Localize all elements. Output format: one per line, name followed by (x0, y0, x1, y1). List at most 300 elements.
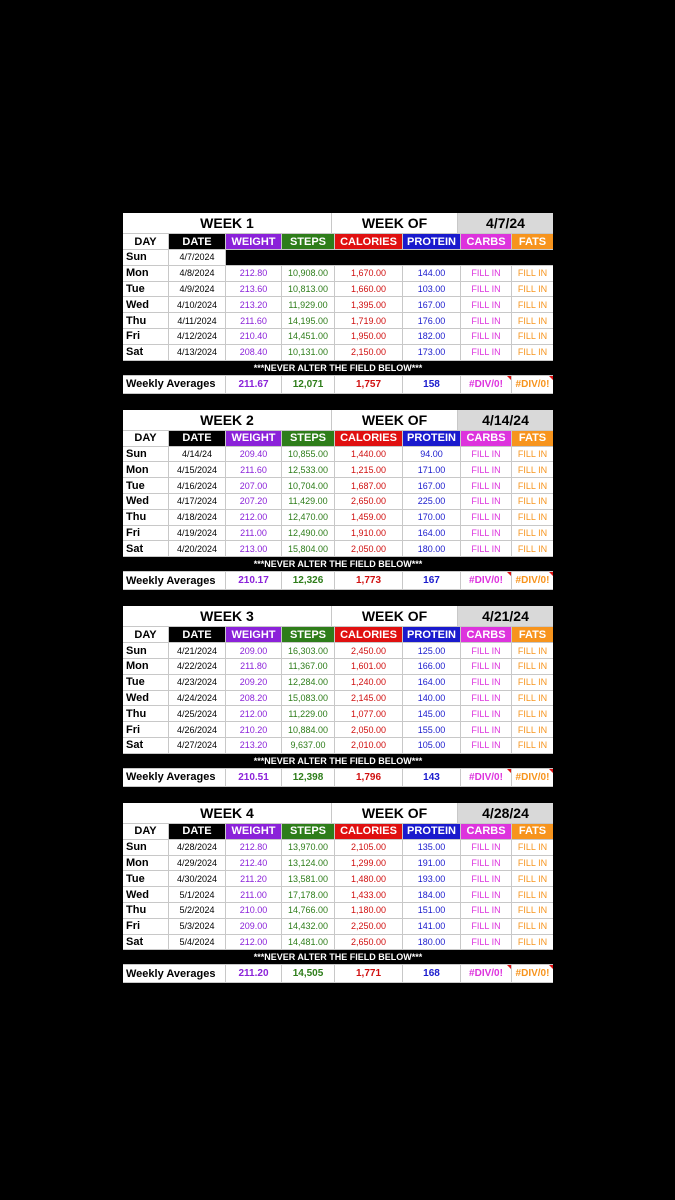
date-cell[interactable]: 4/30/2024 (169, 871, 226, 886)
calories-cell[interactable]: 1,950.00 (335, 329, 403, 344)
fats-cell[interactable]: FILL IN (517, 283, 548, 294)
date-cell[interactable]: 4/22/2024 (169, 659, 226, 674)
weight-cell[interactable]: 212.80 (226, 840, 282, 855)
protein-cell[interactable]: 173.00 (403, 345, 461, 360)
date-cell[interactable]: 4/8/2024 (169, 266, 226, 281)
date-cell[interactable]: 4/13/2024 (169, 345, 226, 360)
column-header-steps: STEPS (282, 627, 335, 642)
day-cell[interactable]: Fri (123, 919, 169, 934)
carbs-cell[interactable]: FILL IN (461, 706, 512, 721)
steps-cell[interactable]: 13,124.00 (282, 856, 335, 871)
protein-cell[interactable]: 180.00 (403, 935, 461, 950)
steps-cell[interactable]: 13,581.00 (282, 871, 335, 886)
steps-cell[interactable]: 11,367.00 (282, 659, 335, 674)
steps-cell[interactable]: 10,131.00 (282, 345, 335, 360)
carbs-cell[interactable]: FILL IN (461, 297, 512, 312)
protein-cell[interactable]: 191.00 (403, 856, 461, 871)
calories-cell[interactable]: 2,450.00 (335, 643, 403, 658)
day-cell[interactable]: Sun (123, 447, 169, 462)
column-header-weight: WEIGHT (226, 824, 282, 839)
calories-cell[interactable]: 1,480.00 (335, 871, 403, 886)
table-row (123, 526, 553, 542)
protein-cell[interactable]: 184.00 (403, 887, 461, 902)
fats-cell[interactable]: FILL IN (517, 905, 548, 916)
average-weight[interactable]: 211.20 (226, 965, 282, 982)
steps-cell[interactable]: 10,855.00 (282, 447, 335, 462)
carbs-cell[interactable]: FILL IN (461, 462, 512, 477)
weight-cell[interactable]: 211.60 (226, 462, 282, 477)
protein-cell[interactable]: 180.00 (403, 541, 461, 556)
weekly-averages-row (123, 965, 553, 983)
carbs-cell[interactable]: FILL IN (461, 871, 512, 886)
column-header-protein: PROTEIN (403, 431, 461, 446)
steps-cell[interactable]: 14,432.00 (282, 919, 335, 934)
calories-cell[interactable]: 1,077.00 (335, 706, 403, 721)
weight-cell[interactable]: 213.00 (226, 541, 282, 556)
carbs-cell[interactable]: FILL IN (461, 329, 512, 344)
fats-cell[interactable]: FILL IN (517, 331, 548, 342)
fats-cell[interactable]: FILL IN (517, 857, 548, 868)
date-cell[interactable]: 4/25/2024 (169, 706, 226, 721)
day-cell[interactable]: Sat (123, 345, 169, 360)
column-header-fats: FATS (512, 627, 553, 642)
weekly-averages-label: Weekly Averages (123, 769, 226, 786)
carbs-cell[interactable]: FILL IN (461, 935, 512, 950)
calories-cell[interactable]: 2,010.00 (335, 738, 403, 753)
weight-cell[interactable]: 208.20 (226, 691, 282, 706)
fats-cell[interactable]: FILL IN (517, 921, 548, 932)
date-cell[interactable]: 4/19/2024 (169, 526, 226, 541)
fats-cell[interactable]: FILL IN (517, 299, 548, 310)
average-steps[interactable]: 14,505 (282, 965, 335, 982)
weight-cell[interactable]: 210.40 (226, 329, 282, 344)
day-cell[interactable]: Tue (123, 478, 169, 493)
calories-cell[interactable]: 1,601.00 (335, 659, 403, 674)
weight-cell[interactable]: 207.00 (226, 478, 282, 493)
calories-cell[interactable]: 1,670.00 (335, 266, 403, 281)
steps-cell[interactable]: 17,178.00 (282, 887, 335, 902)
steps-cell[interactable]: 16,303.00 (282, 643, 335, 658)
fats-cell[interactable]: FILL IN (517, 708, 548, 719)
fats-cell[interactable]: FILL IN (517, 889, 548, 900)
date-cell[interactable]: 4/20/2024 (169, 541, 226, 556)
steps-cell[interactable]: 10,884.00 (282, 722, 335, 737)
weight-cell[interactable]: 209.20 (226, 675, 282, 690)
average-carbs[interactable]: #DIV/0! (461, 965, 512, 982)
steps-cell[interactable]: 15,083.00 (282, 691, 335, 706)
carbs-cell[interactable]: FILL IN (461, 313, 512, 328)
weight-cell[interactable]: 209.00 (226, 919, 282, 934)
average-fats[interactable]: #DIV/0! (512, 376, 553, 393)
table-row (123, 706, 553, 722)
table-row (123, 447, 553, 463)
table-row (123, 738, 553, 754)
date-cell[interactable]: 4/10/2024 (169, 297, 226, 312)
fats-cell[interactable]: FILL IN (517, 677, 548, 688)
protein-cell[interactable]: 167.00 (403, 297, 461, 312)
weight-cell[interactable]: 207.20 (226, 494, 282, 509)
day-cell[interactable]: Sun (123, 840, 169, 855)
weight-cell[interactable]: 211.20 (226, 871, 282, 886)
carbs-cell[interactable]: FILL IN (461, 919, 512, 934)
protein-cell[interactable]: 171.00 (403, 462, 461, 477)
steps-cell[interactable]: 11,229.00 (282, 706, 335, 721)
carbs-cell[interactable]: FILL IN (461, 840, 512, 855)
steps-cell[interactable]: 14,766.00 (282, 903, 335, 918)
weight-cell[interactable]: 211.60 (226, 313, 282, 328)
carbs-cell[interactable]: FILL IN (461, 738, 512, 753)
steps-cell[interactable]: 11,929.00 (282, 297, 335, 312)
day-cell[interactable]: Thu (123, 706, 169, 721)
table-row (123, 250, 553, 266)
average-steps[interactable]: 12,326 (282, 572, 335, 589)
carbs-cell[interactable]: FILL IN (461, 510, 512, 525)
week-title-row (123, 213, 553, 234)
average-calories[interactable]: 1,771 (335, 965, 403, 982)
calories-cell[interactable]: 2,105.00 (335, 840, 403, 855)
protein-cell[interactable]: 166.00 (403, 659, 461, 674)
day-cell[interactable]: Sun (123, 643, 169, 658)
day-cell[interactable]: Tue (123, 675, 169, 690)
weight-cell[interactable]: 212.80 (226, 266, 282, 281)
fats-cell[interactable]: FILL IN (517, 512, 548, 523)
table-row (123, 887, 553, 903)
date-cell[interactable]: 4/12/2024 (169, 329, 226, 344)
table-row (123, 935, 553, 951)
date-cell[interactable]: 4/24/2024 (169, 691, 226, 706)
average-fats[interactable]: #DIV/0! (512, 769, 553, 786)
carbs-cell[interactable]: FILL IN (461, 643, 512, 658)
date-cell[interactable]: 5/1/2024 (169, 887, 226, 902)
average-weight[interactable]: 210.17 (226, 572, 282, 589)
week-of-date[interactable]: 4/7/24 (458, 213, 553, 233)
carbs-cell[interactable]: FILL IN (461, 282, 512, 297)
table-row (123, 643, 553, 659)
week-of-date[interactable]: 4/28/24 (458, 803, 553, 823)
column-header-row (123, 627, 553, 643)
steps-cell[interactable]: 14,195.00 (282, 313, 335, 328)
average-fats[interactable]: #DIV/0! (512, 965, 553, 982)
protein-cell[interactable]: 170.00 (403, 510, 461, 525)
protein-cell[interactable]: 94.00 (403, 447, 461, 462)
calories-cell[interactable]: 2,250.00 (335, 919, 403, 934)
table-row (123, 462, 553, 478)
steps-cell[interactable]: 12,533.00 (282, 462, 335, 477)
weight-cell[interactable]: 212.40 (226, 856, 282, 871)
fats-cell[interactable]: FILL IN (517, 842, 548, 853)
weight-cell[interactable]: 213.20 (226, 297, 282, 312)
date-cell[interactable]: 5/2/2024 (169, 903, 226, 918)
calories-cell[interactable]: 1,660.00 (335, 282, 403, 297)
protein-cell[interactable]: 225.00 (403, 494, 461, 509)
column-header-steps: STEPS (282, 824, 335, 839)
steps-cell[interactable]: 10,704.00 (282, 478, 335, 493)
protein-cell[interactable]: 164.00 (403, 675, 461, 690)
calories-cell[interactable]: 1,440.00 (335, 447, 403, 462)
fats-cell[interactable]: FILL IN (517, 527, 548, 538)
table-row (123, 722, 553, 738)
carbs-cell[interactable]: FILL IN (461, 345, 512, 360)
weekly-averages-row (123, 769, 553, 787)
day-cell[interactable]: Sat (123, 935, 169, 950)
day-cell[interactable]: Fri (123, 329, 169, 344)
day-cell[interactable]: Fri (123, 526, 169, 541)
protein-cell[interactable]: 182.00 (403, 329, 461, 344)
calories-cell[interactable]: 1,180.00 (335, 903, 403, 918)
date-cell[interactable]: 4/7/2024 (169, 250, 226, 265)
weight-cell[interactable]: 211.00 (226, 526, 282, 541)
week-title[interactable]: WEEK 2 (123, 410, 332, 430)
column-header-carbs: CARBS (461, 824, 512, 839)
average-calories[interactable]: 1,796 (335, 769, 403, 786)
date-cell[interactable]: 4/14/24 (169, 447, 226, 462)
weight-cell[interactable]: 210.20 (226, 722, 282, 737)
average-fats[interactable]: #DIV/0! (512, 572, 553, 589)
date-cell[interactable]: 5/3/2024 (169, 919, 226, 934)
date-cell[interactable]: 4/26/2024 (169, 722, 226, 737)
week-title-row (123, 803, 553, 824)
carbs-cell[interactable]: FILL IN (461, 266, 512, 281)
carbs-cell[interactable]: FILL IN (461, 541, 512, 556)
average-carbs[interactable]: #DIV/0! (461, 769, 512, 786)
calories-cell[interactable]: 2,650.00 (335, 935, 403, 950)
carbs-cell[interactable]: FILL IN (461, 887, 512, 902)
day-cell[interactable]: Thu (123, 313, 169, 328)
date-cell[interactable]: 4/29/2024 (169, 856, 226, 871)
weight-cell[interactable]: 213.60 (226, 282, 282, 297)
week-of-label: WEEK OF (332, 410, 458, 430)
weight-cell[interactable]: 211.00 (226, 887, 282, 902)
blank-cell (226, 250, 553, 265)
day-cell[interactable]: Thu (123, 903, 169, 918)
week-of-date[interactable]: 4/14/24 (458, 410, 553, 430)
column-header-steps: STEPS (282, 431, 335, 446)
protein-cell[interactable]: 135.00 (403, 840, 461, 855)
calories-cell[interactable]: 2,650.00 (335, 494, 403, 509)
date-cell[interactable]: 4/27/2024 (169, 738, 226, 753)
calories-cell[interactable]: 1,687.00 (335, 478, 403, 493)
average-steps[interactable]: 12,398 (282, 769, 335, 786)
date-cell[interactable]: 4/15/2024 (169, 462, 226, 477)
average-protein[interactable]: 168 (403, 965, 461, 982)
fats-cell[interactable]: FILL IN (517, 268, 548, 279)
fats-cell[interactable]: FILL IN (517, 480, 548, 491)
day-cell[interactable]: Mon (123, 266, 169, 281)
never-alter-notice: ***NEVER ALTER THE FIELD BELOW*** (123, 361, 553, 376)
day-cell[interactable]: Thu (123, 510, 169, 525)
date-cell[interactable]: 4/28/2024 (169, 840, 226, 855)
carbs-cell[interactable]: FILL IN (461, 675, 512, 690)
date-cell[interactable]: 4/16/2024 (169, 478, 226, 493)
date-cell[interactable]: 4/17/2024 (169, 494, 226, 509)
average-protein[interactable]: 167 (403, 572, 461, 589)
calories-cell[interactable]: 1,215.00 (335, 462, 403, 477)
carbs-cell[interactable]: FILL IN (461, 691, 512, 706)
calories-cell[interactable]: 2,145.00 (335, 691, 403, 706)
fats-cell[interactable]: FILL IN (517, 936, 548, 947)
average-calories[interactable]: 1,773 (335, 572, 403, 589)
column-header-date: DATE (169, 234, 226, 249)
day-cell[interactable]: Mon (123, 856, 169, 871)
protein-cell[interactable]: 140.00 (403, 691, 461, 706)
column-header-fats: FATS (512, 431, 553, 446)
calories-cell[interactable]: 1,299.00 (335, 856, 403, 871)
column-header-day: DAY (123, 627, 169, 642)
weight-cell[interactable]: 213.20 (226, 738, 282, 753)
calories-cell[interactable]: 1,240.00 (335, 675, 403, 690)
day-cell[interactable]: Mon (123, 659, 169, 674)
protein-cell[interactable]: 145.00 (403, 706, 461, 721)
calories-cell[interactable]: 1,459.00 (335, 510, 403, 525)
steps-cell[interactable]: 15,804.00 (282, 541, 335, 556)
day-cell[interactable]: Sun (123, 250, 169, 265)
average-carbs[interactable]: #DIV/0! (461, 376, 512, 393)
calories-cell[interactable]: 1,910.00 (335, 526, 403, 541)
weight-cell[interactable]: 211.80 (226, 659, 282, 674)
fats-cell[interactable]: FILL IN (517, 873, 548, 884)
calories-cell[interactable]: 2,150.00 (335, 345, 403, 360)
protein-cell[interactable]: 193.00 (403, 871, 461, 886)
column-header-steps: STEPS (282, 234, 335, 249)
fats-cell[interactable]: FILL IN (517, 464, 548, 475)
fats-cell[interactable]: FILL IN (517, 724, 548, 735)
weight-cell[interactable]: 210.00 (226, 903, 282, 918)
protein-cell[interactable]: 176.00 (403, 313, 461, 328)
carbs-cell[interactable]: FILL IN (461, 526, 512, 541)
steps-cell[interactable]: 12,490.00 (282, 526, 335, 541)
steps-cell[interactable]: 13,970.00 (282, 840, 335, 855)
table-row (123, 856, 553, 872)
week-title[interactable]: WEEK 3 (123, 606, 332, 626)
table-row (123, 840, 553, 856)
week-table (123, 410, 553, 591)
fats-cell[interactable]: FILL IN (517, 347, 548, 358)
carbs-cell[interactable]: FILL IN (461, 447, 512, 462)
day-cell[interactable]: Wed (123, 691, 169, 706)
day-cell[interactable]: Tue (123, 871, 169, 886)
date-cell[interactable]: 4/18/2024 (169, 510, 226, 525)
day-cell[interactable]: Sat (123, 738, 169, 753)
carbs-cell[interactable]: FILL IN (461, 903, 512, 918)
carbs-cell[interactable]: FILL IN (461, 722, 512, 737)
steps-cell[interactable]: 14,451.00 (282, 329, 335, 344)
week-of-label: WEEK OF (332, 803, 458, 823)
week-separator (123, 590, 553, 606)
protein-cell[interactable]: 103.00 (403, 282, 461, 297)
weight-cell[interactable]: 212.00 (226, 706, 282, 721)
calories-cell[interactable]: 1,433.00 (335, 887, 403, 902)
steps-cell[interactable]: 12,284.00 (282, 675, 335, 690)
average-carbs[interactable]: #DIV/0! (461, 572, 512, 589)
carbs-cell[interactable]: FILL IN (461, 478, 512, 493)
carbs-cell[interactable]: FILL IN (461, 856, 512, 871)
column-header-protein: PROTEIN (403, 627, 461, 642)
average-weight[interactable]: 210.51 (226, 769, 282, 786)
day-cell[interactable]: Fri (123, 722, 169, 737)
calories-cell[interactable]: 1,395.00 (335, 297, 403, 312)
fats-cell[interactable]: FILL IN (517, 692, 548, 703)
table-row (123, 871, 553, 887)
week-title-row (123, 410, 553, 431)
day-cell[interactable]: Mon (123, 462, 169, 477)
protein-cell[interactable]: 125.00 (403, 643, 461, 658)
steps-cell[interactable]: 12,470.00 (282, 510, 335, 525)
average-weight[interactable]: 211.67 (226, 376, 282, 393)
week-of-date[interactable]: 4/21/24 (458, 606, 553, 626)
protein-cell[interactable]: 141.00 (403, 919, 461, 934)
fats-cell[interactable]: FILL IN (517, 496, 548, 507)
weight-cell[interactable]: 209.40 (226, 447, 282, 462)
column-header-day: DAY (123, 431, 169, 446)
steps-cell[interactable]: 11,429.00 (282, 494, 335, 509)
day-cell[interactable]: Sat (123, 541, 169, 556)
weight-cell[interactable]: 212.00 (226, 935, 282, 950)
protein-cell[interactable]: 105.00 (403, 738, 461, 753)
protein-cell[interactable]: 155.00 (403, 722, 461, 737)
carbs-cell[interactable]: FILL IN (461, 659, 512, 674)
steps-cell[interactable]: 9,637.00 (282, 738, 335, 753)
average-protein[interactable]: 158 (403, 376, 461, 393)
date-cell[interactable]: 4/11/2024 (169, 313, 226, 328)
column-header-protein: PROTEIN (403, 824, 461, 839)
calories-cell[interactable]: 2,050.00 (335, 541, 403, 556)
protein-cell[interactable]: 151.00 (403, 903, 461, 918)
fats-cell[interactable]: FILL IN (517, 661, 548, 672)
column-header-weight: WEIGHT (226, 431, 282, 446)
column-header-protein: PROTEIN (403, 234, 461, 249)
week-title[interactable]: WEEK 4 (123, 803, 332, 823)
calories-cell[interactable]: 1,719.00 (335, 313, 403, 328)
date-cell[interactable]: 5/4/2024 (169, 935, 226, 950)
fats-cell[interactable]: FILL IN (517, 645, 548, 656)
column-header-day: DAY (123, 824, 169, 839)
date-cell[interactable]: 4/21/2024 (169, 643, 226, 658)
week-title[interactable]: WEEK 1 (123, 213, 332, 233)
date-cell[interactable]: 4/23/2024 (169, 675, 226, 690)
steps-cell[interactable]: 14,481.00 (282, 935, 335, 950)
date-cell[interactable]: 4/9/2024 (169, 282, 226, 297)
day-cell[interactable]: Wed (123, 887, 169, 902)
week-table (123, 213, 553, 394)
fats-cell[interactable]: FILL IN (517, 448, 548, 459)
average-steps[interactable]: 12,071 (282, 376, 335, 393)
fats-cell[interactable]: FILL IN (517, 543, 548, 554)
day-cell[interactable]: Wed (123, 494, 169, 509)
table-row (123, 675, 553, 691)
steps-cell[interactable]: 10,813.00 (282, 282, 335, 297)
carbs-cell[interactable]: FILL IN (461, 494, 512, 509)
steps-cell[interactable]: 10,908.00 (282, 266, 335, 281)
weight-cell[interactable]: 209.00 (226, 643, 282, 658)
day-cell[interactable]: Wed (123, 297, 169, 312)
column-header-calories: CALORIES (335, 627, 403, 642)
fats-cell[interactable]: FILL IN (517, 740, 548, 751)
average-calories[interactable]: 1,757 (335, 376, 403, 393)
weight-cell[interactable]: 208.40 (226, 345, 282, 360)
average-protein[interactable]: 143 (403, 769, 461, 786)
column-header-row (123, 431, 553, 447)
calories-cell[interactable]: 2,050.00 (335, 722, 403, 737)
table-row (123, 297, 553, 313)
protein-cell[interactable]: 164.00 (403, 526, 461, 541)
protein-cell[interactable]: 167.00 (403, 478, 461, 493)
protein-cell[interactable]: 144.00 (403, 266, 461, 281)
column-header-fats: FATS (512, 234, 553, 249)
weight-cell[interactable]: 212.00 (226, 510, 282, 525)
fats-cell[interactable]: FILL IN (517, 315, 548, 326)
day-cell[interactable]: Tue (123, 282, 169, 297)
column-header-date: DATE (169, 627, 226, 642)
